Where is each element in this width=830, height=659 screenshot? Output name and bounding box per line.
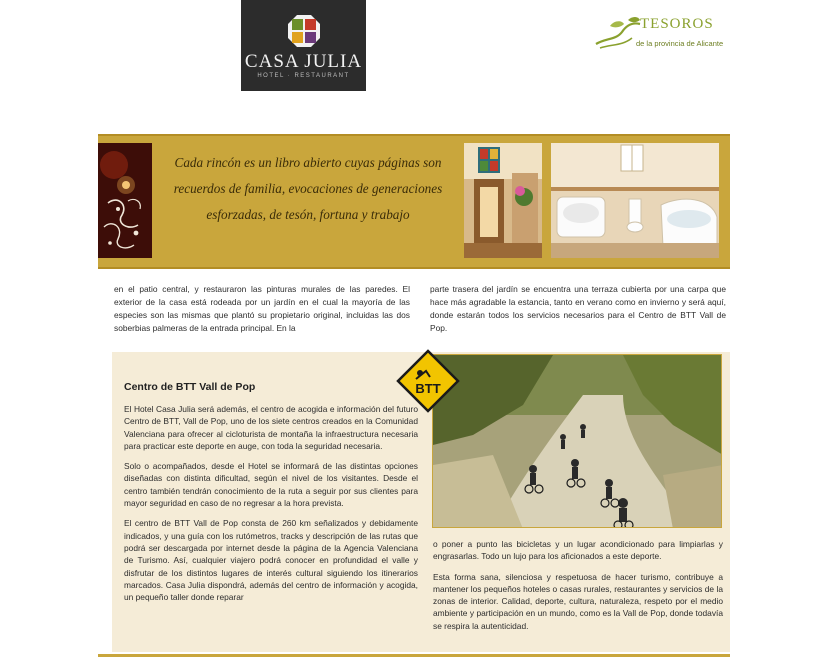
btt-column-right [433, 538, 723, 640]
hallway-photo [464, 143, 542, 258]
tesoros-logo [592, 12, 742, 52]
tesoros-subtitle: de la provincia de Alicante [636, 39, 724, 48]
article-paragraph: parte trasera del jardín se encuentra una terraza cubierta por una carpa que hace más agradable la estancia, tanto en verano como en invierno y será aquí, donde estarán todos los servicios necesarios para el Centro de BTT Vall de Pop. [430, 284, 726, 333]
casa-julia-logo-mark-icon [287, 14, 321, 48]
btt-paragraph: El Hotel Casa Julia será además, el centro de acogida e información del futuro Centro de BTT, Vall de Pop, uno de los siete centros creados en la Comunidad Valenciana para ofrecer al cicloturista de montaña la infraestructura necesaria para practicar este deporte en auge, con toda la seguridad necesaria. [124, 404, 418, 451]
btt-paragraph: o poner a punto las bicicletas y un lugar acondicionado para limpiarlas y engrasarlas. Todo un lujo para los aficionados a este deporte. [433, 539, 723, 562]
btt-section-bottom-rule [98, 654, 730, 657]
btt-paragraph: Solo o acompañados, desde el Hotel se informará de las distintas opciones diseñadas con distinta dificultad, según el nivel de los visitantes. Desde el centro también tendrán conocimiento de la ruta a seguir por sus clientes para mayor seguridad en caso de no regresar a la hora prevista. [124, 461, 418, 509]
btt-paragraph: Esta forma sana, silenciosa y respetuosa de hacer turismo, contribuye a mantener los pequeños hoteles o casas rurales, restaurantes y servicios de la zonas de interior. Calidad, deporte, cultura, naturaleza, respeto por el medio ambiente y participación en un mundo, como es la Vall de Pop, donde todavía se respira la autenticidad. [433, 571, 723, 631]
btt-column-left [124, 403, 418, 611]
article-column-right [430, 283, 726, 343]
btt-section-title: Centro de BTT Vall de Pop [124, 381, 256, 393]
casa-julia-logo [241, 0, 366, 91]
tesoros-title: TESOROS [640, 16, 714, 32]
logo-subtitle: HOTEL · RESTAURANT [257, 73, 350, 79]
logo-name: CASA JULIA [244, 51, 363, 72]
decorative-floral-photo [98, 143, 152, 258]
mountain-bike-riders-photo [432, 354, 722, 528]
btt-paragraph: El centro de BTT Vall de Pop consta de 260 km señalizados y debidamente indicados, y una guía con los rutómetros, tracks y descripción de las rutas que podrá ser descargada por internet desde la página de la Agencia Valenciana de Turismo. Así, cualquier viajero podrá conocer en profundidad el valle y disfrutar de los distintos lugares de interés cultural siguiendo los itinerarios marcados. Casa Julia dispondrá, además del centro de información y acogida, un pequeño taller donde reparar [124, 518, 418, 603]
banner-quote: Cada rincón es un libro abierto cuyas páginas son recuerdos de familia, evocaciones de generaciones esforzadas, de tesón, fortuna y trabajo [173, 155, 443, 222]
banner-bottom-rule [98, 267, 730, 269]
article-column-left [114, 283, 410, 343]
bathroom-photo [551, 143, 719, 258]
article-paragraph: en el patio central, y restauraron las pinturas murales de las paredes. El exterior de la casa está rodeada por un jardín en el cual la mayoría de las especies son las mismas que plantó su propietario original, incluidas las dos soberbias palmeras de la entrada principal. En la [114, 284, 410, 333]
btt-sign-text: BTT [415, 381, 441, 396]
btt-sign-icon [396, 349, 460, 413]
